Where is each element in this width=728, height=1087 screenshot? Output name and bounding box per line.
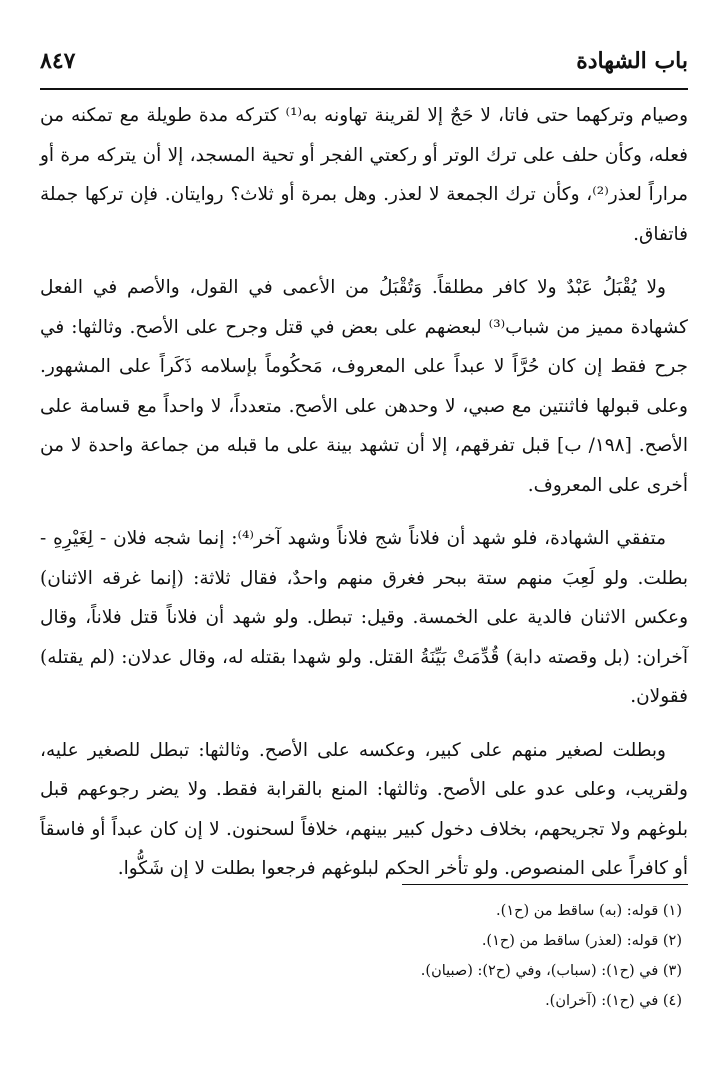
paragraph-1: وصيام وتركهما حتى فاتا، لا حَجٌ إلا لقرينة تهاونه به⁽¹⁾ كتركه مدة طويلة مع تمكنه من فعله، وكأن حلف على ترك الوتر أو ركعتي الفجر أو تحية المسجد، إلا أن يتركه مرة أو مراراً لعذر⁽²⁾، وكأن ترك الجمعة لا لعذر. وهل بمرة أو ثلاث؟ روايتان. فإن تركها جملة فاتفاق. [40, 105, 688, 245]
footnote-divider [402, 884, 688, 885]
footnote-4: (٤) في (ح١): (آخران). [545, 993, 682, 1009]
footnote-2: (٢) قوله: (لعذر) ساقط من (ح١). [481, 933, 682, 949]
footnote-3: (٣) في (ح١): (سباب)، وفي (ح٢): (صبيان). [420, 963, 682, 979]
paragraph-3: متفقي الشهادة، فلو شهد أن فلاناً شج فلاناً وشهد آخر⁽⁴⁾: إنما شجه فلان - لِغَيْرِهِ - بطلت. ولو لَعِبَ منهم ستة ببحر فغرق منهم واحدٌ، فقال ثلاثة: (إنما غرقه الاثنان) وعكس الاثنان فالدية على الخمسة. وقيل: تبطل. ولو شهد أن فلاناً قتل فلاناً، وقال آخران: (بل وقصته دابة) قُدِّمَتْ بَيِّنَةُ القتل. ولو شهدا بقتله له، وقال عدلان: (لم يقتله) فقولان. [40, 528, 688, 707]
page-number: ٨٤٧ [40, 48, 76, 74]
page-header [40, 44, 688, 90]
footnote-1: (١) قوله: (به) ساقط من (ح١). [496, 903, 682, 919]
main-text [40, 96, 688, 903]
paragraph-2: ولا يُقْبَلُ عَبْدٌ ولا كافر مطلقاً. وَتُقْبَلُ من الأعمى في القول، والأصم في الفعل كشهادة مميز من شباب⁽³⁾ لبعضهم على بعض في قتل وجرح على الأصح. وثالثها: في جرح فقط إن كان حُرَّاً لا عبداً على المعروف، مَحكُوماً بإسلامه ذَكَراً على المشهور. وعلى قبولها فاثنتين مع صبي، لا وحدهن على الأصح. متعدداً، لا واحداً مع قسامة على الأصح. [١٩٨/ ب] قبل تفرقهم، إلا أن تشهد بينة على ما قبله من جماعة واحدة لا من أخرى على المعروف. [40, 277, 688, 496]
chapter-title: باب الشهادة [576, 48, 688, 74]
paragraph-4: وبطلت لصغير منهم على كبير، وعكسه على الأصح. وثالثها: تبطل للصغير عليه، ولقريب، وعلى عدو على الأصح. وثالثها: المنع بالقرابة فقط. ولا يضر رجوعهم قبل بلوغهم ولا تجريحهم، بخلاف دخول كبير بينهم، خلافاً لسحنون. لا إن كان عبداً أو فاسقاً أو كافراً على المنصوص. ولو تأخر الحكم لبلوغهم فرجعوا بطلت لا إن شَكُّوا. [40, 739, 688, 879]
footnotes [40, 896, 688, 1016]
